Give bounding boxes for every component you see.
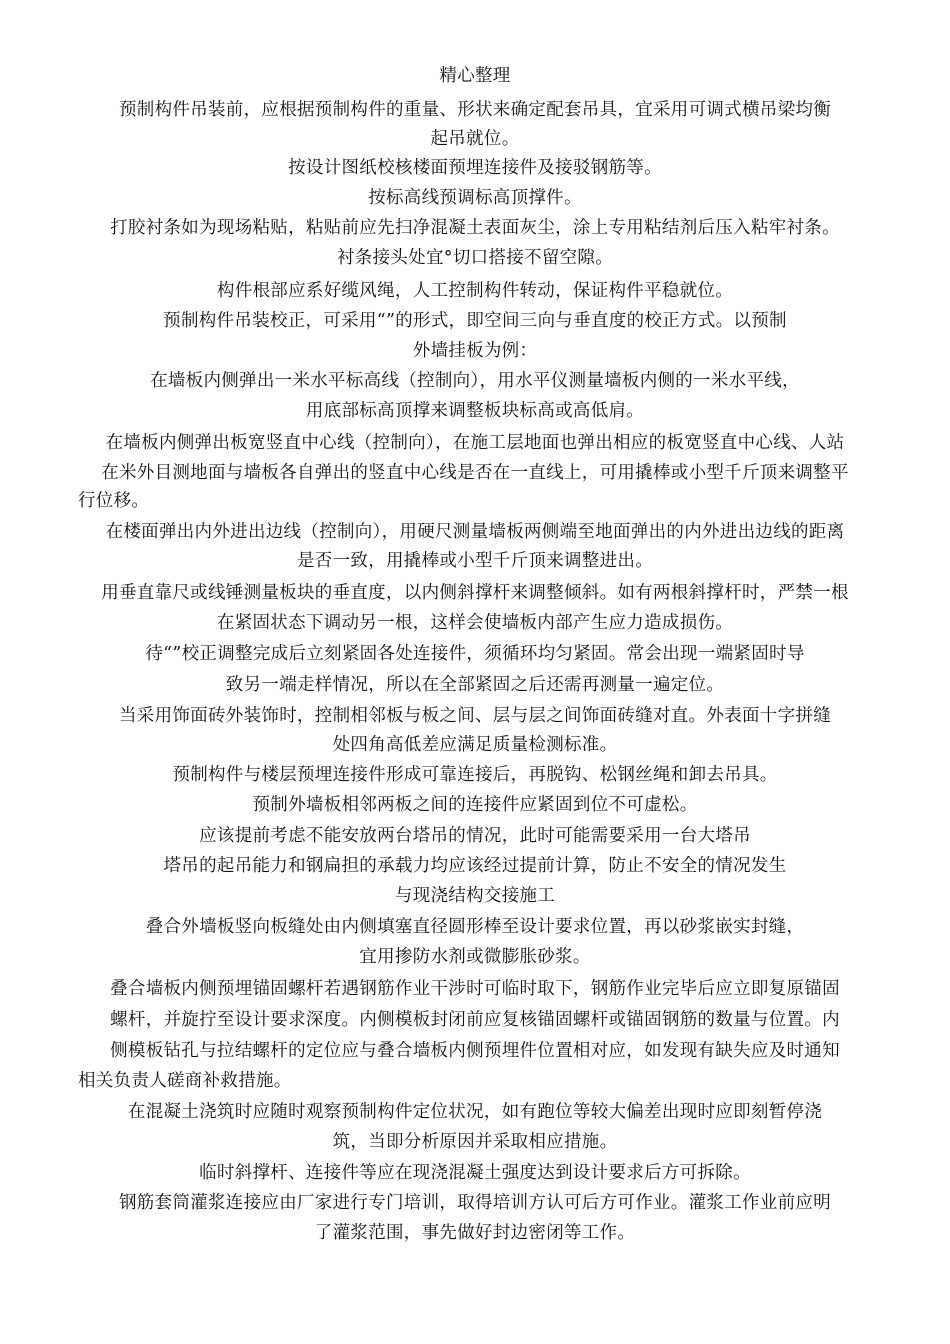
text-line: 预制构件吊装前，应根据预制构件的重量、形状来确定配套吊具，宜采用可调式横吊梁均衡 (119, 100, 831, 120)
text-line: 按标高线预调标高顶撑件。 (368, 188, 582, 208)
text-line: 临时斜撑杆、连接件等应在现浇混凝土强度达到设计要求后方可拆除。 (199, 1163, 751, 1183)
text-line: 钢筋套筒灌浆连接应由厂家进行专门培训，取得培训方认可后方可作业。灌浆工作业前应明 (119, 1193, 831, 1213)
text-line: 叠合墙板内侧预埋锚固螺杆若遇钢筋作业干涉时可临时取下，钢筋作业完毕后应立即复原锚固 (110, 979, 840, 999)
text-line: 了灌浆范围，事先做好封边密闭等工作。 (314, 1223, 636, 1243)
text-line: 待“”校正调整完成后立刻紧固各处连接件，须循环均匀紧固。常会出现一端紧固时导 (145, 644, 805, 664)
text-line: 相关负责人磋商补救措施。 (78, 1071, 292, 1091)
text-line: 侧模板钻孔与拉结螺杆的定位应与叠合墙板内侧预埋件位置相对应，如发现有缺失应及时通知 (110, 1041, 840, 1061)
text-line: 衬条接头处宜°切口搭接不留空隙。 (336, 248, 614, 268)
text-line: 螺杆，并旋拧至设计要求深度。内侧模板封闭前应复核锚固螺杆或锚固钢筋的数量与位置。内 (110, 1010, 840, 1030)
text-line: 预制构件吊装校正，可采用“”的形式，即空间三向与垂直度的校正方式。以预制 (163, 311, 787, 331)
text-line: 用垂直靠尺或线锤测量板块的垂直度，以内侧斜撑杆来调整倾斜。如有两根斜撑杆时，严禁一根 (101, 583, 849, 603)
text-line: 筑，当即分析原因并采取相应措施。 (332, 1132, 618, 1152)
text-line: 构件根部应系好缆风绳，人工控制构件转动，保证构件平稳就位。 (216, 281, 734, 301)
text-line: 在楼面弹出内外进出边线（控制向），用硬尺测量墙板两侧端至地面弹出的内外进出边线的距离 (105, 522, 845, 542)
text-line: 预制外墙板相邻两板之间的连接件应紧固到位不可虚松。 (252, 795, 698, 815)
text-line: 处四角高低差应满足质量检测标准。 (332, 735, 618, 755)
text-line: 在墙板内侧弹出板宽竖直中心线（控制向），在施工层地面也弹出相应的板宽竖直中心线、人站 (105, 433, 845, 453)
text-line: 叠合外墙板竖向板缝处由内侧填塞直径圆形棒至设计要求位置，再以砂浆嵌实封缝， (145, 917, 805, 937)
page-header: 精心整理 (439, 66, 511, 86)
text-line: 致另一端走样情况，所以在全部紧固之后还需再测量一遍定位。 (225, 675, 725, 695)
text-line: 预制构件与楼层预埋连接件形成可靠连接后，再脱钩、松钢丝绳和卸去吊具。 (172, 765, 778, 785)
text-line: 按设计图纸校核楼面预埋连接件及接驳钢筋等。 (288, 158, 662, 178)
text-line: 塔吊的起吊能力和钢扁担的承载力均应该经过提前计算，防止不安全的情况发生 (163, 856, 787, 876)
text-line: 在墙板内侧弹出一米水平标高线（控制向），用水平仪测量墙板内侧的一米水平线， (150, 371, 800, 391)
text-line: 用底部标高顶撑来调整板块标高或高低肩。 (305, 401, 645, 421)
section-heading: 与现浇结构交接施工 (394, 886, 556, 906)
text-line: 在米外目测地面与墙板各自弹出的竖直中心线是否在一直线上，可用撬棒或小型千斤顶来调整平 (101, 463, 849, 483)
text-line: 应该提前考虑不能安放两台塔吊的情况，此时可能需要采用一台大塔吊 (199, 826, 751, 846)
text-line: 外墙挂板为例： (412, 341, 538, 361)
text-line: 当采用饰面砖外装饰时，控制相邻板与板之间、层与层之间饰面砖缝对直。外表面十字拼缝 (119, 706, 831, 726)
text-line: 在混凝土浇筑时应随时观察预制构件定位状况，如有跑位等较大偏差出现时应即刻暂停浇 (127, 1102, 823, 1122)
text-line: 是否一致，用撬棒或小型千斤顶来调整进出。 (297, 551, 653, 571)
text-line: 打胶衬条如为现场粘贴，粘贴前应先扫净混凝土表面灰尘，涂上专用粘结剂后压入粘牢衬条。 (110, 218, 840, 238)
text-line: 在紧固状态下调动另一根，这样会使墙板内部产生应力造成损伤。 (216, 613, 734, 633)
text-line: 宜用掺防水剂或微膨胀砂浆。 (359, 947, 591, 967)
text-line: 行位移。 (78, 491, 150, 511)
text-line: 起吊就位。 (430, 129, 520, 149)
